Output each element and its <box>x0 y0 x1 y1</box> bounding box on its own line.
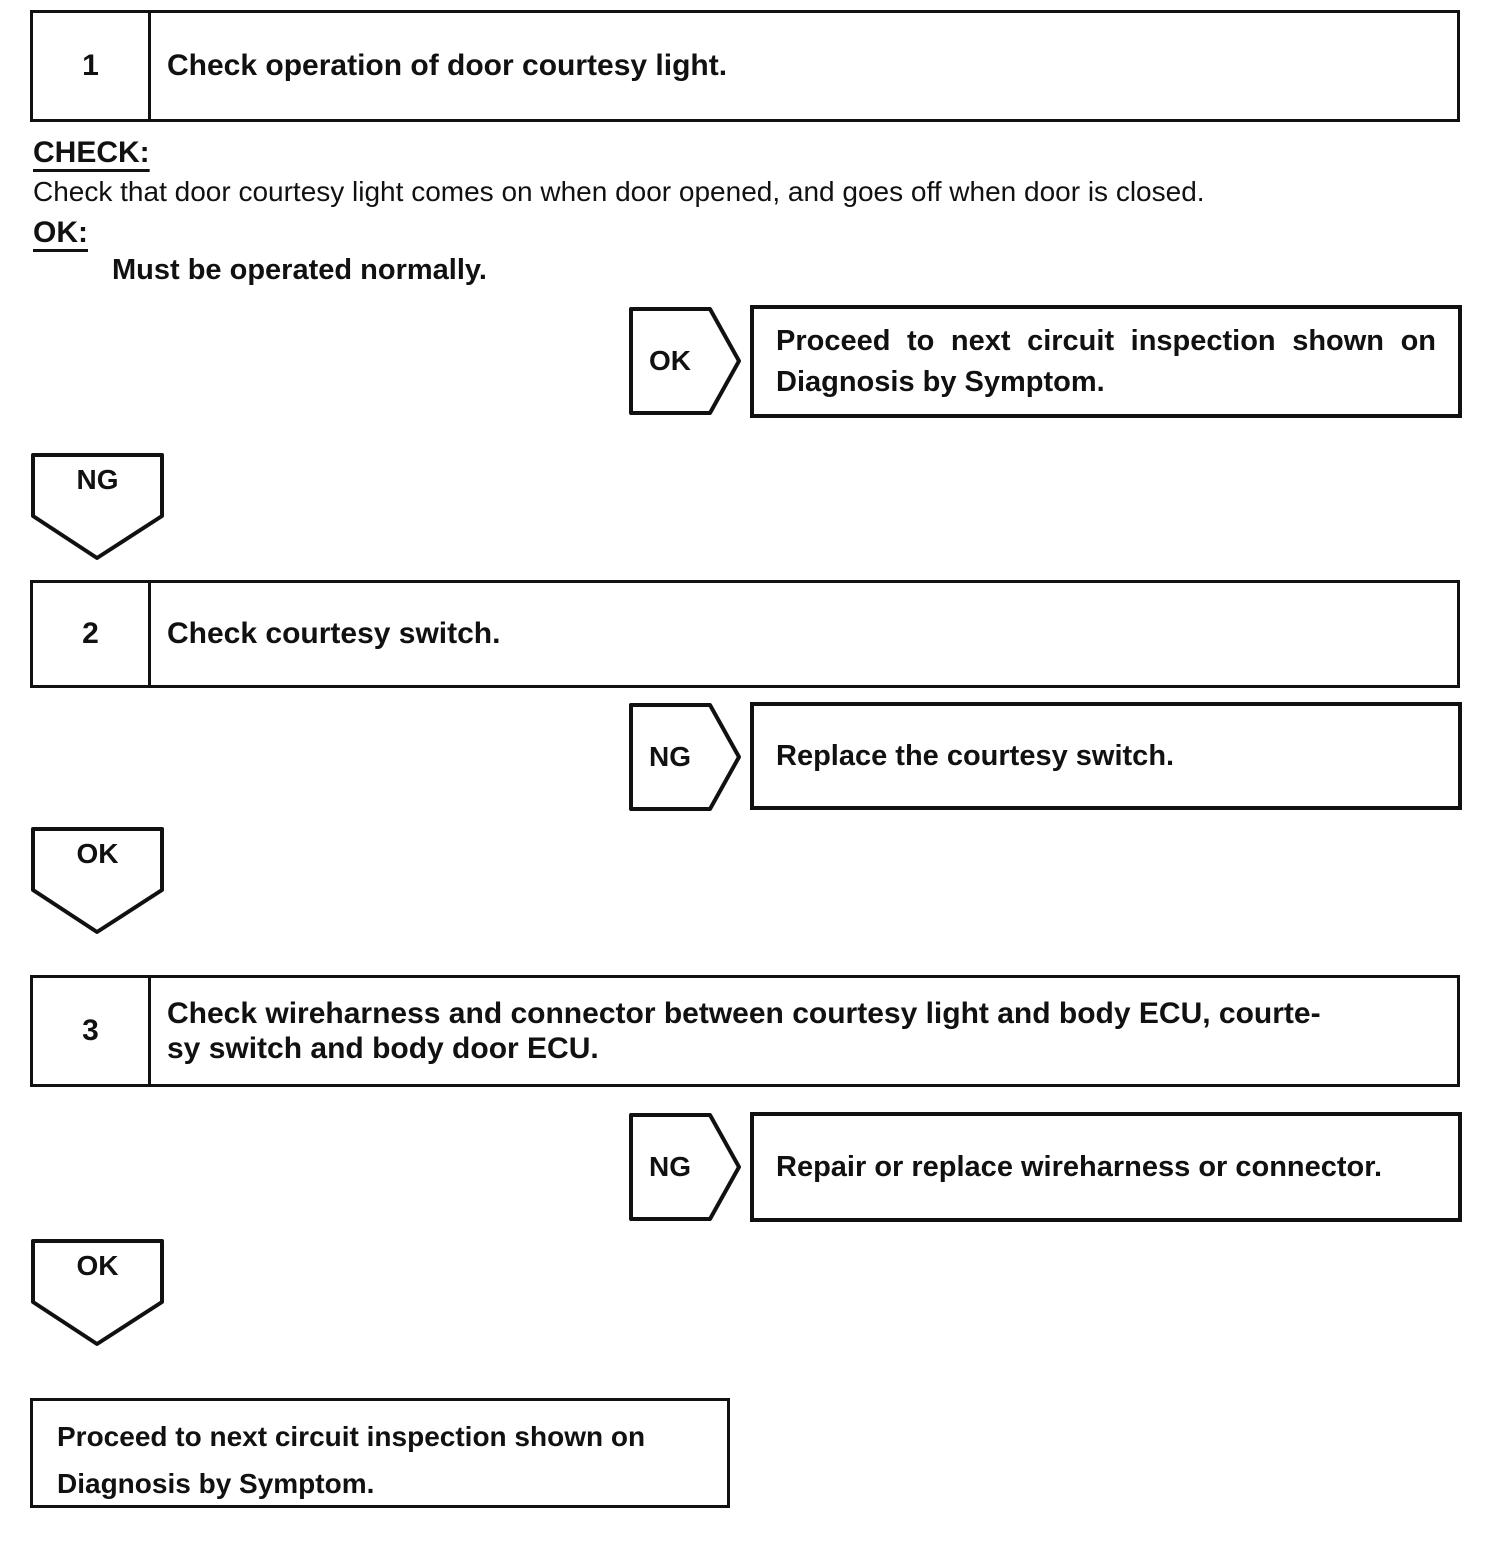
branch-1-result-box <box>750 305 1462 418</box>
step-3-box <box>30 975 1460 1087</box>
branch-3-result-box <box>750 1112 1462 1222</box>
branch-3-tag <box>628 1112 742 1222</box>
step-1-title <box>151 13 1457 119</box>
step-3-title-line-1: Check wireharness and connector between courtesy light and body ECU, courte- <box>167 997 1321 1030</box>
branch-2-result-box <box>750 702 1462 810</box>
step-2-title <box>151 583 1457 685</box>
branch-2-tag-label: NG <box>649 741 691 772</box>
branch-1-result-line-1: Proceed to next circuit inspection shown on <box>776 324 1436 357</box>
branch-1-tag-label: OK <box>649 345 691 376</box>
connector-1-label: NG <box>76 464 119 495</box>
step-3-number: 3 <box>33 978 151 1084</box>
step-1-title-text: Check operation of door courtesy light. <box>167 49 728 82</box>
branch-1-result-line-2: Diagnosis by Symptom. <box>776 365 1105 398</box>
check-label: CHECK: <box>33 136 150 169</box>
ok-label: OK: <box>33 216 88 249</box>
ok-text: Must be operated normally. <box>112 254 487 286</box>
branch-1-tag <box>628 306 742 416</box>
step-2-box <box>30 580 1460 688</box>
branch-3-result-text: Repair or replace wireharness or connector. <box>776 1150 1383 1183</box>
connector-3-label: OK <box>76 1250 119 1281</box>
final-result-line-2: Diagnosis by Symptom. <box>57 1468 375 1499</box>
check-text: Check that door courtesy light comes on when door opened, and goes off when door is closed. <box>33 176 1205 207</box>
final-result-line-1: Proceed to next circuit inspection shown on <box>57 1421 646 1452</box>
connector-1 <box>30 452 165 562</box>
step-1-box <box>30 10 1460 122</box>
step-1-number: 1 <box>33 13 151 119</box>
branch-2-tag <box>628 702 742 812</box>
connector-2-label: OK <box>76 838 119 869</box>
branch-3-tag-label: NG <box>649 1151 691 1182</box>
final-result-box <box>30 1398 730 1508</box>
step-2-number: 2 <box>33 583 151 685</box>
step-3-title <box>151 978 1457 1084</box>
connector-2 <box>30 826 165 936</box>
step-2-title-text: Check courtesy switch. <box>167 617 501 650</box>
connector-3 <box>30 1238 165 1348</box>
step-3-title-line-2: sy switch and body door ECU. <box>167 1032 599 1065</box>
branch-2-result-text: Replace the courtesy switch. <box>776 739 1175 772</box>
